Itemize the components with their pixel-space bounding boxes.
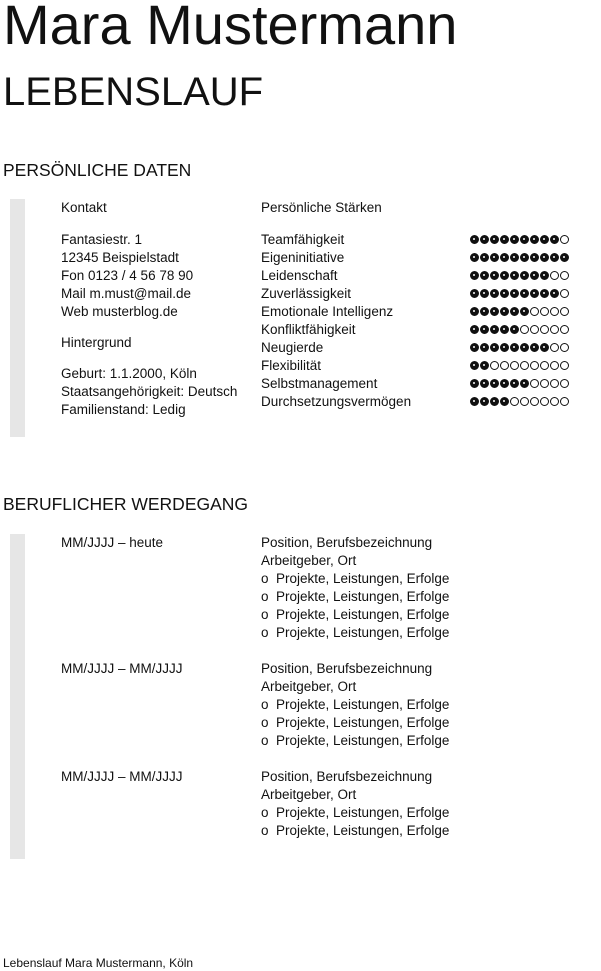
- job-achievement: Projekte, Leistungen, Erfolge: [276, 625, 450, 640]
- rating-dot-filled: [490, 307, 499, 316]
- contact-phone: Fon 0123 / 4 56 78 90: [61, 268, 194, 283]
- bullet-marker: o: [261, 733, 269, 748]
- job-position: Position, Berufsbezeichnung: [261, 535, 433, 550]
- rating-dot-filled: [510, 235, 519, 244]
- strength-rating: [470, 343, 569, 352]
- rating-dot-filled: [480, 379, 489, 388]
- rating-dot-filled: [490, 397, 499, 406]
- rating-dot-empty: [550, 379, 559, 388]
- strength-label: Eigeninitiative: [261, 250, 345, 265]
- section-title-career: BERUFLICHER WERDEGANG: [3, 494, 249, 514]
- strengths-heading: Persönliche Stärken: [261, 200, 382, 215]
- strength-label: Konfliktfähigkeit: [261, 322, 356, 337]
- rating-dot-filled: [480, 361, 489, 370]
- rating-dot-filled: [470, 253, 479, 262]
- strength-rating: [470, 379, 569, 388]
- rating-dot-filled: [520, 343, 529, 352]
- rating-dot-filled: [500, 289, 509, 298]
- rating-dot-empty: [540, 397, 549, 406]
- rating-dot-filled: [480, 307, 489, 316]
- rating-dot-filled: [550, 235, 559, 244]
- contact-address-street: Fantasiestr. 1: [61, 232, 143, 247]
- background-heading: Hintergrund: [61, 335, 132, 350]
- rating-dot-empty: [540, 361, 549, 370]
- job-employer: Arbeitgeber, Ort: [261, 787, 357, 802]
- job-achievement: Projekte, Leistungen, Erfolge: [276, 607, 450, 622]
- rating-dot-empty: [560, 271, 569, 280]
- applicant-name: Mara Mustermann: [3, 0, 458, 56]
- rating-dot-filled: [500, 307, 509, 316]
- rating-dot-filled: [550, 253, 559, 262]
- rating-dot-filled: [480, 343, 489, 352]
- background-birth: Geburt: 1.1.2000, Köln: [61, 366, 197, 381]
- rating-dot-filled: [490, 271, 499, 280]
- strength-rating: [470, 253, 569, 262]
- strength-rating: [470, 235, 569, 244]
- rating-dot-empty: [540, 379, 549, 388]
- rating-dot-filled: [480, 253, 489, 262]
- page-footer: Lebenslauf Mara Mustermann, Köln: [3, 956, 194, 970]
- rating-dot-empty: [550, 397, 559, 406]
- job-achievement: Projekte, Leistungen, Erfolge: [276, 733, 450, 748]
- strength-label: Durchsetzungsvermögen: [261, 394, 412, 409]
- strength-rating: [470, 361, 569, 370]
- rating-dot-filled: [540, 235, 549, 244]
- rating-dot-filled: [510, 253, 519, 262]
- rating-dot-empty: [520, 325, 529, 334]
- strength-label: Neugierde: [261, 340, 324, 355]
- rating-dot-filled: [480, 289, 489, 298]
- rating-dot-empty: [530, 379, 539, 388]
- rating-dot-filled: [510, 307, 519, 316]
- rating-dot-filled: [490, 325, 499, 334]
- rating-dot-empty: [530, 397, 539, 406]
- rating-dot-filled: [550, 289, 559, 298]
- rating-dot-filled: [480, 235, 489, 244]
- bullet-marker: o: [261, 625, 269, 640]
- rating-dot-empty: [520, 397, 529, 406]
- section-bar-career: [10, 534, 25, 859]
- rating-dot-filled: [500, 271, 509, 280]
- strength-label: Zuverlässigkeit: [261, 286, 352, 301]
- job-position: Position, Berufsbezeichnung: [261, 769, 433, 784]
- job-period: MM/JJJJ – heute: [61, 535, 164, 550]
- strength-label: Selbstmanagement: [261, 376, 378, 391]
- rating-dot-empty: [530, 325, 539, 334]
- rating-dot-filled: [530, 289, 539, 298]
- rating-dot-filled: [520, 253, 529, 262]
- rating-dot-filled: [470, 361, 479, 370]
- rating-dot-empty: [500, 361, 509, 370]
- rating-dot-filled: [490, 289, 499, 298]
- document-title: LEBENSLAUF: [3, 70, 264, 114]
- rating-dot-filled: [530, 343, 539, 352]
- rating-dot-filled: [470, 235, 479, 244]
- contact-heading: Kontakt: [61, 200, 107, 215]
- contact-address-city: 12345 Beispielstadt: [61, 250, 179, 265]
- rating-dot-filled: [470, 307, 479, 316]
- bullet-marker: o: [261, 805, 269, 820]
- rating-dot-filled: [510, 325, 519, 334]
- rating-dot-filled: [540, 271, 549, 280]
- rating-dot-filled: [510, 343, 519, 352]
- rating-dot-filled: [540, 253, 549, 262]
- rating-dot-empty: [560, 325, 569, 334]
- rating-dot-filled: [490, 379, 499, 388]
- contact-mail: Mail m.must@mail.de: [61, 286, 191, 301]
- bullet-marker: o: [261, 697, 269, 712]
- rating-dot-filled: [500, 325, 509, 334]
- job-achievement: Projekte, Leistungen, Erfolge: [276, 823, 450, 838]
- rating-dot-filled: [520, 271, 529, 280]
- contact-web: Web musterblog.de: [61, 304, 178, 319]
- job-achievement: Projekte, Leistungen, Erfolge: [276, 571, 450, 586]
- rating-dot-filled: [520, 379, 529, 388]
- rating-dot-empty: [530, 307, 539, 316]
- rating-dot-empty: [520, 361, 529, 370]
- strength-rating: [470, 325, 569, 334]
- rating-dot-empty: [510, 361, 519, 370]
- rating-dot-empty: [530, 361, 539, 370]
- section-title-personal: PERSÖNLICHE DATEN: [3, 160, 192, 180]
- section-bar-personal: [10, 199, 25, 437]
- job-period: MM/JJJJ – MM/JJJJ: [61, 769, 183, 784]
- rating-dot-filled: [520, 307, 529, 316]
- bullet-marker: o: [261, 715, 269, 730]
- rating-dot-filled: [500, 235, 509, 244]
- job-achievement: Projekte, Leistungen, Erfolge: [276, 697, 450, 712]
- rating-dot-empty: [560, 379, 569, 388]
- strength-label: Flexibilität: [261, 358, 322, 373]
- rating-dot-filled: [520, 289, 529, 298]
- bullet-marker: o: [261, 589, 269, 604]
- rating-dot-filled: [490, 343, 499, 352]
- rating-dot-empty: [540, 307, 549, 316]
- rating-dot-filled: [480, 271, 489, 280]
- job-position: Position, Berufsbezeichnung: [261, 661, 433, 676]
- rating-dot-empty: [560, 307, 569, 316]
- rating-dot-empty: [550, 271, 559, 280]
- rating-dot-empty: [550, 361, 559, 370]
- rating-dot-filled: [530, 271, 539, 280]
- background-marital-status: Familienstand: Ledig: [61, 402, 186, 417]
- strength-label: Teamfähigkeit: [261, 232, 345, 247]
- rating-dot-filled: [480, 325, 489, 334]
- background-nationality: Staatsangehörigkeit: Deutsch: [61, 384, 238, 399]
- job-employer: Arbeitgeber, Ort: [261, 553, 357, 568]
- strength-label: Emotionale Intelligenz: [261, 304, 394, 319]
- rating-dot-filled: [500, 397, 509, 406]
- rating-dot-filled: [470, 343, 479, 352]
- rating-dot-empty: [550, 325, 559, 334]
- rating-dot-filled: [500, 379, 509, 388]
- rating-dot-filled: [540, 343, 549, 352]
- rating-dot-empty: [550, 307, 559, 316]
- bullet-marker: o: [261, 571, 269, 586]
- rating-dot-filled: [520, 235, 529, 244]
- rating-dot-filled: [510, 271, 519, 280]
- strength-rating: [470, 397, 569, 406]
- rating-dot-empty: [490, 361, 499, 370]
- rating-dot-filled: [490, 253, 499, 262]
- rating-dot-empty: [550, 343, 559, 352]
- rating-dot-filled: [510, 289, 519, 298]
- rating-dot-empty: [560, 235, 569, 244]
- bullet-marker: o: [261, 607, 269, 622]
- job-period: MM/JJJJ – MM/JJJJ: [61, 661, 183, 676]
- rating-dot-filled: [510, 379, 519, 388]
- strength-rating: [470, 307, 569, 316]
- rating-dot-filled: [470, 397, 479, 406]
- rating-dot-filled: [470, 325, 479, 334]
- rating-dot-filled: [470, 379, 479, 388]
- job-achievement: Projekte, Leistungen, Erfolge: [276, 715, 450, 730]
- bullet-marker: o: [261, 823, 269, 838]
- rating-dot-filled: [480, 397, 489, 406]
- rating-dot-filled: [470, 271, 479, 280]
- rating-dot-empty: [560, 289, 569, 298]
- rating-dot-filled: [500, 343, 509, 352]
- rating-dot-empty: [510, 397, 519, 406]
- rating-dot-empty: [560, 397, 569, 406]
- strength-rating: [470, 271, 569, 280]
- rating-dot-empty: [540, 325, 549, 334]
- rating-dot-filled: [500, 253, 509, 262]
- strength-rating: [470, 289, 569, 298]
- job-achievement: Projekte, Leistungen, Erfolge: [276, 589, 450, 604]
- strength-label: Leidenschaft: [261, 268, 338, 283]
- rating-dot-filled: [470, 289, 479, 298]
- rating-dot-empty: [560, 361, 569, 370]
- rating-dot-filled: [530, 235, 539, 244]
- rating-dot-filled: [560, 253, 569, 262]
- rating-dot-filled: [540, 289, 549, 298]
- job-achievement: Projekte, Leistungen, Erfolge: [276, 805, 450, 820]
- job-employer: Arbeitgeber, Ort: [261, 679, 357, 694]
- rating-dot-filled: [530, 253, 539, 262]
- rating-dot-empty: [560, 343, 569, 352]
- rating-dot-filled: [490, 235, 499, 244]
